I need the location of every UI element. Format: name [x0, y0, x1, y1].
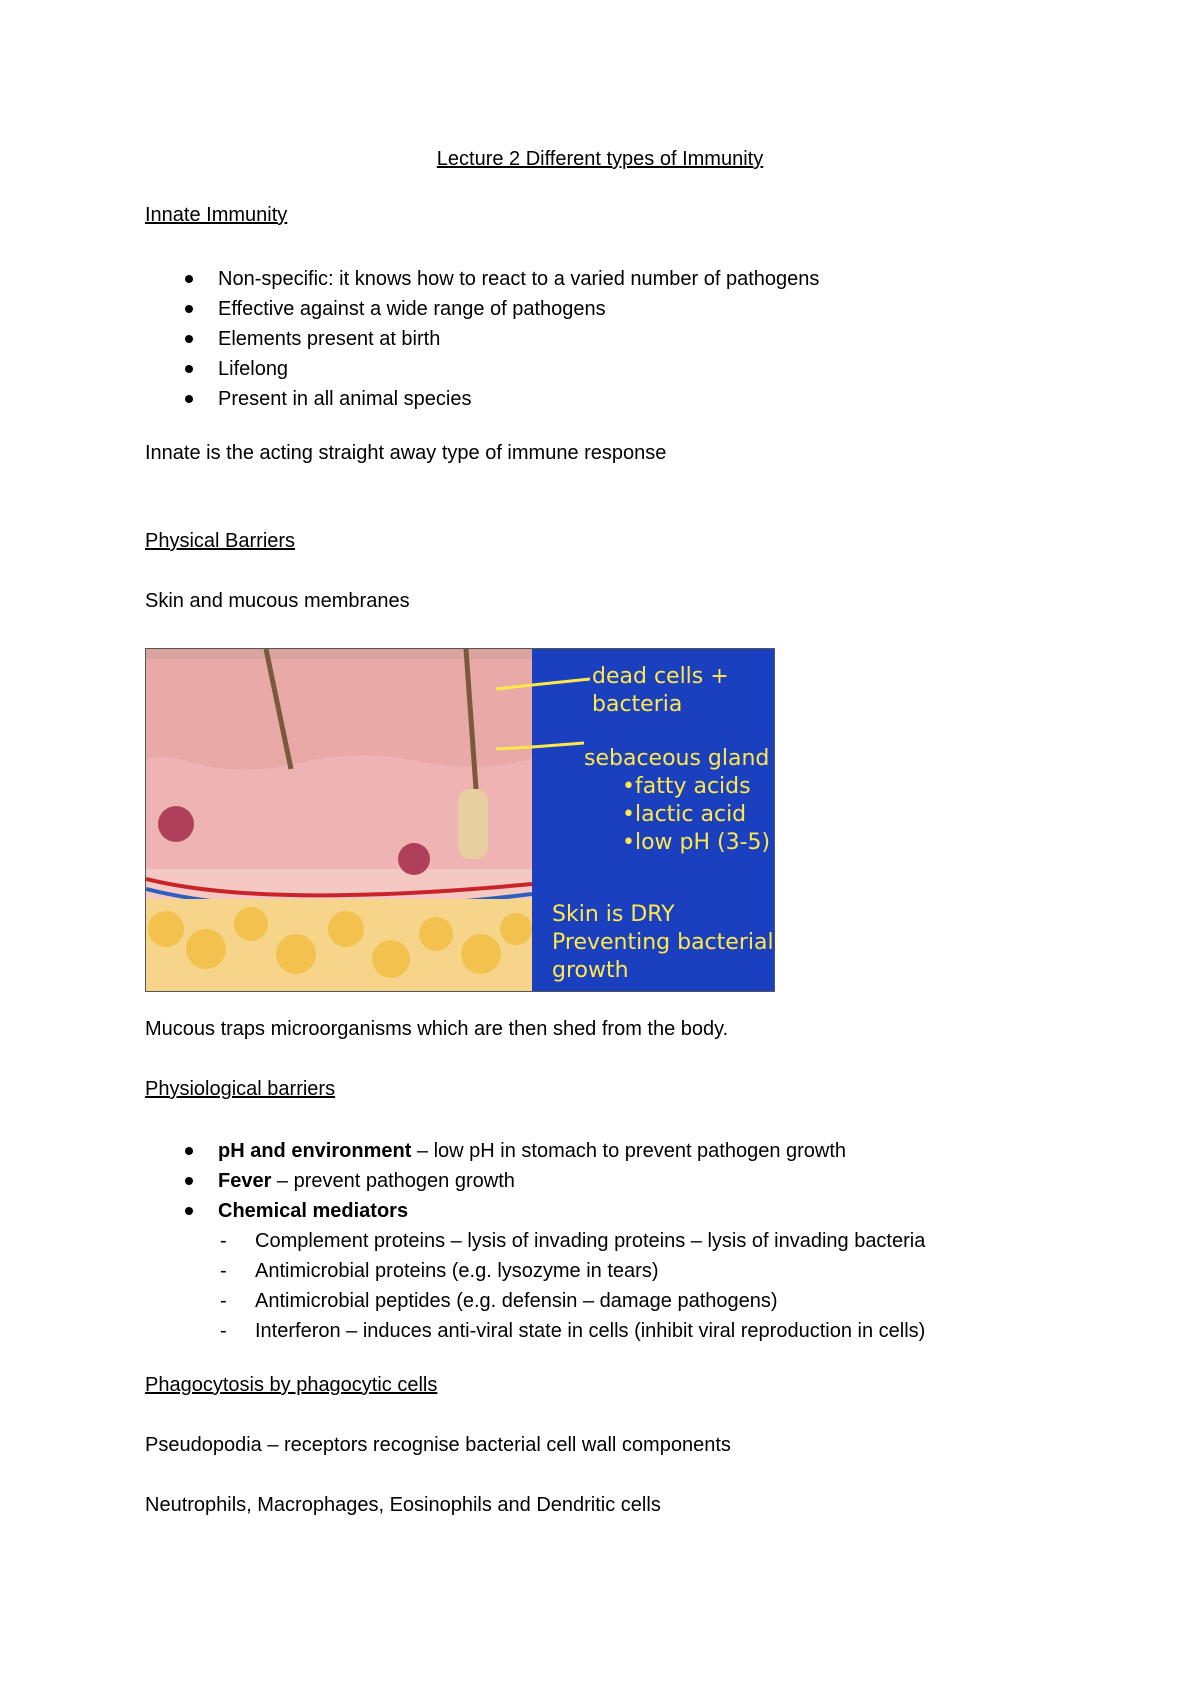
- item-description: – low pH in stomach to prevent pathogen growth: [411, 1140, 847, 1162]
- label-skin-dry-line2: Preventing bacterial: [552, 930, 774, 955]
- item-bold-label: Chemical mediators: [218, 1200, 409, 1222]
- skin-cross-section-illustration: [146, 649, 532, 991]
- item-bold-label: pH and environment: [218, 1140, 412, 1162]
- physical-subtitle: Skin and mucous membranes: [145, 590, 410, 612]
- innate-bullet-list: [145, 264, 819, 414]
- list-item: Lifelong: [145, 354, 819, 384]
- list-item: - Interferon – induces anti-viral state in cells (inhibit viral reproduction in cells): [145, 1316, 925, 1346]
- phagocytosis-heading: Phagocytosis by phagocytic cells: [145, 1374, 438, 1396]
- label-leader-lines: [532, 649, 592, 769]
- innate-heading: Innate Immunity: [145, 204, 288, 226]
- label-skin-dry-line3: growth: [552, 958, 629, 983]
- label-dead-cells-line1: dead cells +: [592, 664, 729, 689]
- skin-diagram: [145, 648, 775, 992]
- item-bold-label: Fever: [218, 1170, 272, 1192]
- label-sebaceous-gland: sebaceous gland: [584, 746, 770, 771]
- phagocytosis-line1: Pseudopodia – receptors recognise bacterial cell wall components: [145, 1434, 731, 1456]
- physical-heading: Physical Barriers: [145, 530, 296, 552]
- mucous-note: Mucous traps microorganisms which are then shed from the body.: [145, 1018, 729, 1040]
- list-item: [145, 1196, 846, 1226]
- label-fatty-acids: •fatty acids: [622, 774, 751, 799]
- label-dead-cells-line2: bacteria: [592, 692, 683, 717]
- list-item: Elements present at birth: [145, 324, 819, 354]
- page-title: Lecture 2 Different types of Immunity: [436, 148, 764, 170]
- item-description: – prevent pathogen growth: [271, 1170, 515, 1192]
- label-skin-dry-line1: Skin is DRY: [552, 902, 675, 927]
- label-lactic-acid: •lactic acid: [622, 802, 747, 827]
- list-item: Non-specific: it knows how to react to a varied number of pathogens: [145, 264, 819, 294]
- list-item: [145, 1136, 846, 1166]
- list-item: - Antimicrobial peptides (e.g. defensin – damage pathogens): [145, 1286, 925, 1316]
- chemical-mediators-list: [145, 1226, 925, 1346]
- innate-summary: Innate is the acting straight away type of immune response: [145, 442, 667, 464]
- physiological-heading: Physiological barriers: [145, 1078, 336, 1100]
- list-item: - Antimicrobial proteins (e.g. lysozyme in tears): [145, 1256, 925, 1286]
- list-item: Effective against a wide range of pathogens: [145, 294, 819, 324]
- list-item: Present in all animal species: [145, 384, 819, 414]
- list-item: [145, 1166, 846, 1196]
- phagocytosis-line2: Neutrophils, Macrophages, Eosinophils and Dendritic cells: [145, 1494, 661, 1516]
- figure-label-panel: [532, 649, 774, 991]
- physiological-bullet-list: [145, 1136, 846, 1226]
- list-item: - Complement proteins – lysis of invading proteins – lysis of invading bacteria: [145, 1226, 925, 1256]
- label-low-ph: •low pH (3-5): [622, 830, 771, 855]
